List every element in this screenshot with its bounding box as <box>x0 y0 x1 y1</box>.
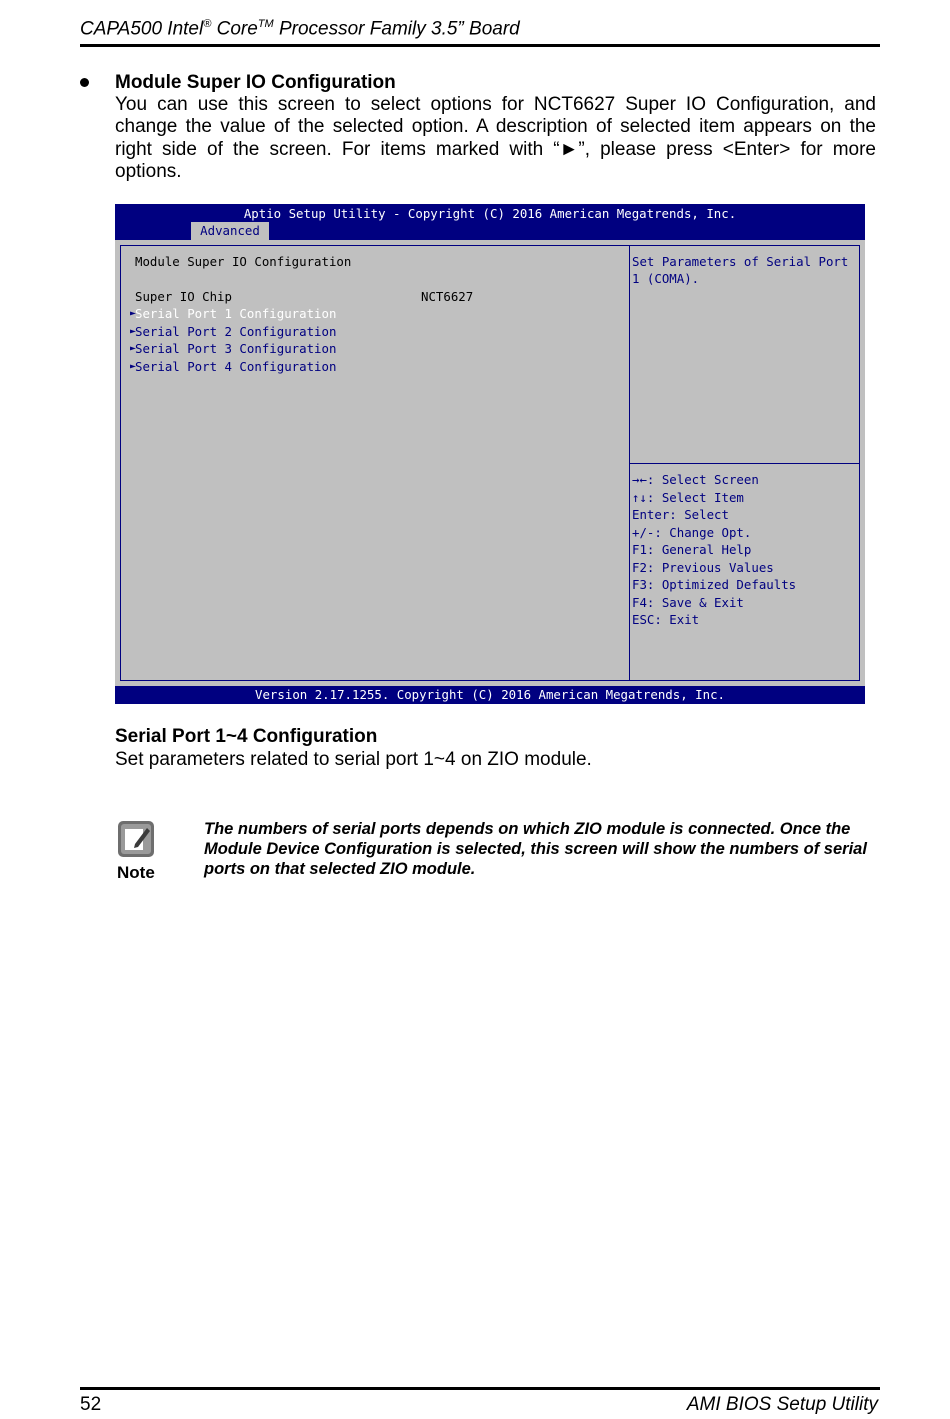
menu-item-serial-port-2[interactable]: Serial Port 2 Configuration <box>135 324 337 339</box>
footer-section: AMI BIOS Setup Utility <box>686 1394 878 1415</box>
tab-advanced[interactable]: Advanced <box>191 222 269 240</box>
bullet-dot <box>80 78 89 87</box>
key-hint-esc: ESC: Exit <box>632 612 700 627</box>
section-intro: You can use this screen to select options for NCT6627 Super IO Configuration, and change the value of the selected option. A description of selected item appears on the right side of the screen. For items marked with “►”, please press <Enter> for more options. <box>115 94 876 182</box>
submenu-arrow-icon: ► <box>130 308 137 319</box>
key-hint-select-screen: →←: Select Screen <box>632 472 759 487</box>
menu-item-serial-port-1[interactable]: Serial Port 1 Configuration <box>135 306 337 321</box>
key-hint-change-opt: +/-: Change Opt. <box>632 525 752 540</box>
key-hint-f3: F3: Optimized Defaults <box>632 577 797 592</box>
header-rule <box>80 44 880 47</box>
header-prefix: CAPA500 Intel <box>80 18 204 40</box>
header-core: Core <box>211 18 258 40</box>
bios-panel-title: Module Super IO Configuration <box>135 254 352 269</box>
key-hint-select-item: ↑↓: Select Item <box>632 490 744 505</box>
header-reg-mark: ® <box>203 18 212 30</box>
submenu-arrow-icon: ► <box>130 326 137 337</box>
subsection-title: Serial Port 1~4 Configuration <box>115 726 378 747</box>
submenu-arrow-icon: ► <box>130 343 137 354</box>
note-text: The numbers of serial ports depends on which ZIO module is connected. Once the Module Device Configuration is selected, this screen will show the numbers of serial ports on that selected ZIO module. <box>204 820 867 878</box>
bios-horizontal-divider <box>630 463 859 464</box>
note-icon <box>117 820 155 858</box>
bios-title-bar <box>115 204 865 240</box>
menu-item-serial-port-4[interactable]: Serial Port 4 Configuration <box>135 359 337 374</box>
section-title: Module Super IO Configuration <box>115 72 396 93</box>
help-text-line: Set Parameters of Serial Port <box>632 254 849 269</box>
header-suffix: Processor Family 3.5” Board <box>273 18 520 40</box>
bios-frame <box>120 245 860 681</box>
note-label: Note <box>117 863 155 882</box>
page-number: 52 <box>80 1394 102 1415</box>
key-hint-enter: Enter: Select <box>632 507 729 522</box>
key-hint-f2: F2: Previous Values <box>632 560 774 575</box>
bios-version-bar <box>115 686 865 704</box>
bios-title: Aptio Setup Utility - Copyright (C) 2016 American Megatrends, Inc. <box>243 206 737 221</box>
menu-item-serial-port-3[interactable]: Serial Port 3 Configuration <box>135 341 337 356</box>
super-io-chip-label: Super IO Chip <box>135 289 232 304</box>
submenu-arrow-icon: ► <box>130 361 137 372</box>
bios-screenshot <box>115 204 865 704</box>
header-tm-mark: TM <box>257 18 274 30</box>
running-header <box>80 18 880 40</box>
key-hint-f1: F1: General Help <box>632 542 752 557</box>
bios-version: Version 2.17.1255. Copyright (C) 2016 American Megatrends, Inc. <box>255 687 725 702</box>
subsection-desc: Set parameters related to serial port 1~4 on ZIO module. <box>115 749 592 770</box>
help-text-line: 1 (COMA). <box>632 271 700 286</box>
key-hint-f4: F4: Save & Exit <box>632 595 744 610</box>
footer-rule <box>80 1387 880 1390</box>
super-io-chip-value: NCT6627 <box>421 289 474 304</box>
